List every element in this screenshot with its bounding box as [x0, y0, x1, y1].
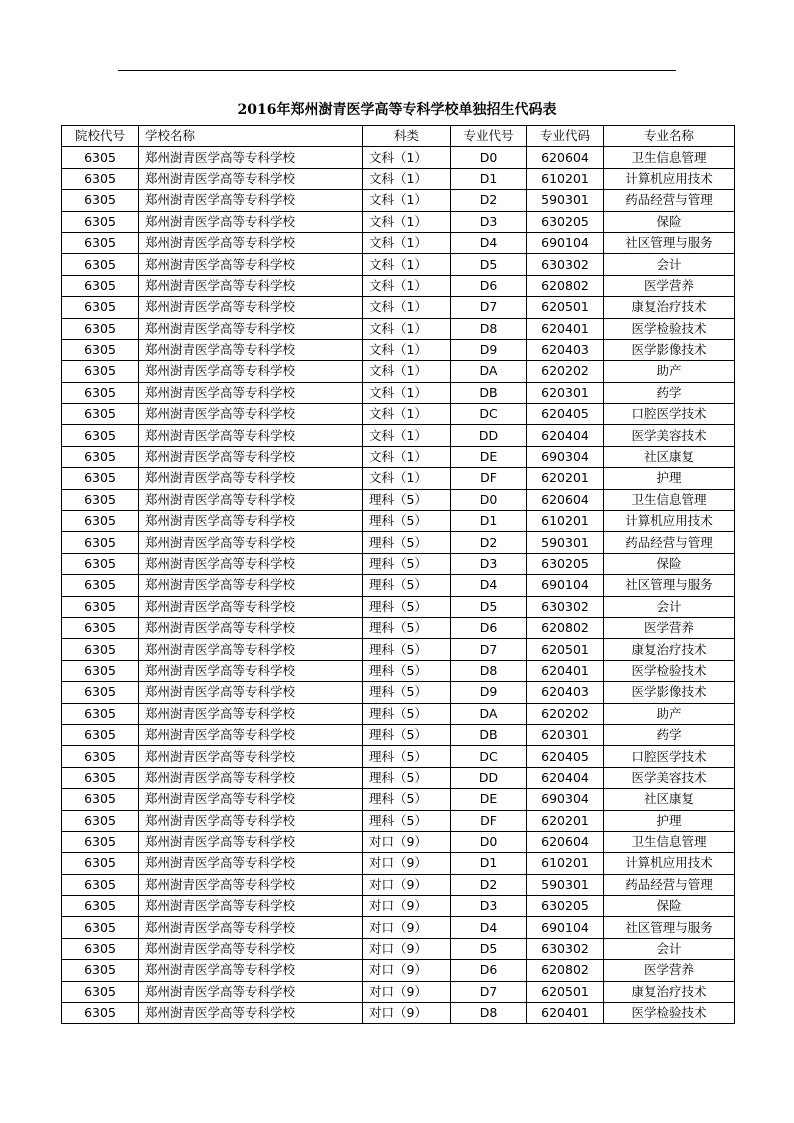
cell-school-code: 6305 — [62, 981, 139, 1002]
table-row — [62, 981, 735, 1002]
table-row — [62, 190, 735, 211]
cell-program-code: 620501 — [527, 297, 604, 318]
cell-school-name: 郑州澍青医学高等专科学校 — [139, 190, 363, 211]
cell-major-code: DA — [451, 703, 527, 724]
cell-school-name: 郑州澍青医学高等专科学校 — [139, 660, 363, 681]
cell-school-code: 6305 — [62, 617, 139, 638]
cell-program-code: 620202 — [527, 361, 604, 382]
cell-program-code: 590301 — [527, 190, 604, 211]
cell-school-name: 郑州澍青医学高等专科学校 — [139, 789, 363, 810]
cell-school-code: 6305 — [62, 404, 139, 425]
table-row — [62, 468, 735, 489]
cell-program-name: 口腔医学技术 — [604, 746, 735, 767]
table-row — [62, 960, 735, 981]
cell-program-name: 康复治疗技术 — [604, 297, 735, 318]
table-row — [62, 660, 735, 681]
cell-program-code: 690104 — [527, 232, 604, 253]
cell-program-name: 护理 — [604, 468, 735, 489]
cell-major-code: D5 — [451, 254, 527, 275]
cell-school-code: 6305 — [62, 254, 139, 275]
cell-program-name: 助产 — [604, 361, 735, 382]
table-row — [62, 639, 735, 660]
cell-school-code: 6305 — [62, 511, 139, 532]
cell-program-name: 康复治疗技术 — [604, 639, 735, 660]
cell-program-code: 630205 — [527, 211, 604, 232]
cell-category: 文科（1） — [363, 446, 451, 467]
cell-program-code: 630302 — [527, 254, 604, 275]
cell-school-code: 6305 — [62, 596, 139, 617]
cell-program-code: 620201 — [527, 810, 604, 831]
cell-major-code: DB — [451, 724, 527, 745]
cell-school-name: 郑州澍青医学高等专科学校 — [139, 168, 363, 189]
cell-category: 对口（9） — [363, 981, 451, 1002]
cell-program-name: 护理 — [604, 810, 735, 831]
cell-program-name: 康复治疗技术 — [604, 981, 735, 1002]
cell-category: 文科（1） — [363, 318, 451, 339]
cell-school-code: 6305 — [62, 190, 139, 211]
cell-category: 文科（1） — [363, 190, 451, 211]
cell-category: 对口（9） — [363, 917, 451, 938]
cell-school-name: 郑州澍青医学高等专科学校 — [139, 489, 363, 510]
cell-program-name: 药品经营与管理 — [604, 874, 735, 895]
cell-major-code: DF — [451, 468, 527, 489]
cell-major-code: DB — [451, 382, 527, 403]
cell-program-code: 620404 — [527, 425, 604, 446]
enrollment-code-table — [61, 125, 735, 1024]
cell-program-code: 620604 — [527, 489, 604, 510]
table-row — [62, 724, 735, 745]
cell-major-code: DF — [451, 810, 527, 831]
cell-school-code: 6305 — [62, 297, 139, 318]
cell-program-code: 620403 — [527, 682, 604, 703]
cell-category: 理科（5） — [363, 489, 451, 510]
cell-school-code: 6305 — [62, 682, 139, 703]
table-row — [62, 382, 735, 403]
cell-major-code: D6 — [451, 617, 527, 638]
page-title: 2016年郑州澍青医学高等专科学校单独招生代码表 — [237, 102, 557, 118]
cell-school-name: 郑州澍青医学高等专科学校 — [139, 682, 363, 703]
cell-school-code: 6305 — [62, 917, 139, 938]
cell-program-name: 卫生信息管理 — [604, 147, 735, 168]
cell-program-name: 社区管理与服务 — [604, 575, 735, 596]
cell-school-code: 6305 — [62, 553, 139, 574]
cell-program-name: 保险 — [604, 553, 735, 574]
cell-school-code: 6305 — [62, 425, 139, 446]
cell-school-name: 郑州澍青医学高等专科学校 — [139, 724, 363, 745]
cell-major-code: D7 — [451, 981, 527, 1002]
cell-school-name: 郑州澍青医学高等专科学校 — [139, 339, 363, 360]
cell-program-name: 医学检验技术 — [604, 1003, 735, 1024]
cell-program-code: 620201 — [527, 468, 604, 489]
table-row — [62, 275, 735, 296]
cell-category: 对口（9） — [363, 938, 451, 959]
cell-program-code: 610201 — [527, 511, 604, 532]
cell-major-code: D5 — [451, 938, 527, 959]
cell-category: 理科（5） — [363, 617, 451, 638]
cell-school-code: 6305 — [62, 361, 139, 382]
cell-school-name: 郑州澍青医学高等专科学校 — [139, 254, 363, 275]
cell-category: 文科（1） — [363, 168, 451, 189]
cell-program-code: 620202 — [527, 703, 604, 724]
table-row — [62, 746, 735, 767]
table-row — [62, 254, 735, 275]
column-header-category: 科类 — [363, 126, 451, 147]
table-row — [62, 789, 735, 810]
column-header-school-code: 院校代号 — [62, 126, 139, 147]
cell-category: 理科（5） — [363, 596, 451, 617]
table-row — [62, 938, 735, 959]
cell-category: 对口（9） — [363, 896, 451, 917]
cell-program-name: 社区管理与服务 — [604, 232, 735, 253]
cell-school-name: 郑州澍青医学高等专科学校 — [139, 275, 363, 296]
cell-category: 理科（5） — [363, 575, 451, 596]
cell-program-name: 药品经营与管理 — [604, 532, 735, 553]
cell-program-name: 会计 — [604, 938, 735, 959]
table-row — [62, 446, 735, 467]
cell-program-code: 620501 — [527, 639, 604, 660]
cell-category: 理科（5） — [363, 639, 451, 660]
cell-category: 文科（1） — [363, 297, 451, 318]
table-row — [62, 532, 735, 553]
cell-program-name: 药品经营与管理 — [604, 190, 735, 211]
cell-program-name: 计算机应用技术 — [604, 511, 735, 532]
cell-school-name: 郑州澍青医学高等专科学校 — [139, 767, 363, 788]
cell-category: 文科（1） — [363, 361, 451, 382]
cell-school-code: 6305 — [62, 639, 139, 660]
table-row — [62, 874, 735, 895]
cell-school-name: 郑州澍青医学高等专科学校 — [139, 404, 363, 425]
cell-program-name: 会计 — [604, 254, 735, 275]
cell-major-code: D4 — [451, 575, 527, 596]
table-row — [62, 917, 735, 938]
cell-program-name: 社区康复 — [604, 446, 735, 467]
cell-program-name: 医学美容技术 — [604, 425, 735, 446]
cell-school-code: 6305 — [62, 147, 139, 168]
cell-program-code: 690104 — [527, 917, 604, 938]
cell-school-name: 郑州澍青医学高等专科学校 — [139, 874, 363, 895]
cell-program-code: 620802 — [527, 617, 604, 638]
table-row — [62, 596, 735, 617]
cell-program-name: 医学营养 — [604, 617, 735, 638]
cell-program-code: 610201 — [527, 853, 604, 874]
cell-school-name: 郑州澍青医学高等专科学校 — [139, 617, 363, 638]
table-row — [62, 511, 735, 532]
cell-major-code: DA — [451, 361, 527, 382]
cell-program-name: 保险 — [604, 211, 735, 232]
cell-major-code: D3 — [451, 553, 527, 574]
cell-school-code: 6305 — [62, 318, 139, 339]
cell-category: 理科（5） — [363, 660, 451, 681]
cell-school-name: 郑州澍青医学高等专科学校 — [139, 1003, 363, 1024]
cell-program-code: 630205 — [527, 553, 604, 574]
cell-major-code: D9 — [451, 339, 527, 360]
cell-program-code: 620405 — [527, 404, 604, 425]
table-row — [62, 318, 735, 339]
cell-category: 理科（5） — [363, 724, 451, 745]
cell-category: 对口（9） — [363, 874, 451, 895]
cell-school-code: 6305 — [62, 810, 139, 831]
table-row — [62, 339, 735, 360]
cell-school-code: 6305 — [62, 339, 139, 360]
cell-major-code: D9 — [451, 682, 527, 703]
table-row — [62, 425, 735, 446]
cell-school-name: 郑州澍青医学高等专科学校 — [139, 853, 363, 874]
table-row — [62, 553, 735, 574]
table-row — [62, 297, 735, 318]
cell-program-name: 社区管理与服务 — [604, 917, 735, 938]
cell-major-code: D6 — [451, 960, 527, 981]
cell-school-name: 郑州澍青医学高等专科学校 — [139, 960, 363, 981]
cell-school-code: 6305 — [62, 232, 139, 253]
column-header-major-code: 专业代号 — [451, 126, 527, 147]
cell-category: 文科（1） — [363, 468, 451, 489]
cell-program-code: 590301 — [527, 874, 604, 895]
cell-program-code: 620401 — [527, 660, 604, 681]
cell-school-name: 郑州澍青医学高等专科学校 — [139, 382, 363, 403]
cell-school-name: 郑州澍青医学高等专科学校 — [139, 575, 363, 596]
cell-school-code: 6305 — [62, 724, 139, 745]
cell-school-name: 郑州澍青医学高等专科学校 — [139, 361, 363, 382]
cell-program-code: 690104 — [527, 575, 604, 596]
cell-major-code: DE — [451, 446, 527, 467]
cell-school-name: 郑州澍青医学高等专科学校 — [139, 703, 363, 724]
cell-program-code: 690304 — [527, 446, 604, 467]
cell-school-name: 郑州澍青医学高等专科学校 — [139, 831, 363, 852]
cell-school-code: 6305 — [62, 789, 139, 810]
cell-school-code: 6305 — [62, 767, 139, 788]
cell-school-name: 郑州澍青医学高等专科学校 — [139, 425, 363, 446]
cell-major-code: D5 — [451, 596, 527, 617]
cell-school-code: 6305 — [62, 938, 139, 959]
cell-school-code: 6305 — [62, 211, 139, 232]
cell-category: 理科（5） — [363, 810, 451, 831]
cell-school-code: 6305 — [62, 960, 139, 981]
cell-category: 对口（9） — [363, 831, 451, 852]
cell-program-name: 医学美容技术 — [604, 767, 735, 788]
cell-major-code: D0 — [451, 831, 527, 852]
cell-program-name: 医学营养 — [604, 275, 735, 296]
cell-major-code: D7 — [451, 297, 527, 318]
cell-major-code: D4 — [451, 917, 527, 938]
table-body — [62, 147, 735, 1024]
cell-school-name: 郑州澍青医学高等专科学校 — [139, 810, 363, 831]
table-header-row — [62, 126, 735, 147]
cell-school-name: 郑州澍青医学高等专科学校 — [139, 553, 363, 574]
cell-major-code: D2 — [451, 874, 527, 895]
cell-school-code: 6305 — [62, 660, 139, 681]
cell-school-name: 郑州澍青医学高等专科学校 — [139, 211, 363, 232]
cell-program-code: 620401 — [527, 318, 604, 339]
cell-category: 文科（1） — [363, 232, 451, 253]
cell-school-code: 6305 — [62, 874, 139, 895]
cell-program-code: 620604 — [527, 147, 604, 168]
cell-major-code: D6 — [451, 275, 527, 296]
table-row — [62, 361, 735, 382]
cell-program-code: 620802 — [527, 960, 604, 981]
cell-school-name: 郑州澍青医学高等专科学校 — [139, 468, 363, 489]
cell-school-name: 郑州澍青医学高等专科学校 — [139, 232, 363, 253]
cell-major-code: DD — [451, 767, 527, 788]
table-row — [62, 232, 735, 253]
table-row — [62, 853, 735, 874]
cell-school-code: 6305 — [62, 896, 139, 917]
cell-major-code: DC — [451, 404, 527, 425]
cell-program-name: 会计 — [604, 596, 735, 617]
cell-major-code: DE — [451, 789, 527, 810]
table-row — [62, 211, 735, 232]
cell-major-code: D3 — [451, 896, 527, 917]
table-row — [62, 682, 735, 703]
table-row — [62, 168, 735, 189]
column-header-school-name: 学校名称 — [139, 126, 363, 147]
cell-category: 理科（5） — [363, 746, 451, 767]
cell-program-name: 药学 — [604, 382, 735, 403]
cell-program-code: 620405 — [527, 746, 604, 767]
table-row — [62, 1003, 735, 1024]
cell-major-code: D1 — [451, 168, 527, 189]
cell-category: 理科（5） — [363, 682, 451, 703]
cell-school-code: 6305 — [62, 831, 139, 852]
cell-school-code: 6305 — [62, 446, 139, 467]
cell-school-code: 6305 — [62, 382, 139, 403]
cell-program-name: 助产 — [604, 703, 735, 724]
cell-program-name: 卫生信息管理 — [604, 831, 735, 852]
cell-program-code: 630205 — [527, 896, 604, 917]
cell-program-name: 口腔医学技术 — [604, 404, 735, 425]
cell-category: 理科（5） — [363, 511, 451, 532]
cell-school-name: 郑州澍青医学高等专科学校 — [139, 318, 363, 339]
cell-major-code: D8 — [451, 660, 527, 681]
table-row — [62, 703, 735, 724]
cell-school-name: 郑州澍青医学高等专科学校 — [139, 917, 363, 938]
cell-school-code: 6305 — [62, 575, 139, 596]
cell-school-name: 郑州澍青医学高等专科学校 — [139, 938, 363, 959]
cell-program-code: 610201 — [527, 168, 604, 189]
cell-major-code: D4 — [451, 232, 527, 253]
cell-category: 理科（5） — [363, 789, 451, 810]
cell-category: 对口（9） — [363, 1003, 451, 1024]
cell-category: 文科（1） — [363, 382, 451, 403]
cell-school-name: 郑州澍青医学高等专科学校 — [139, 639, 363, 660]
cell-category: 文科（1） — [363, 211, 451, 232]
cell-major-code: D8 — [451, 1003, 527, 1024]
cell-program-code: 630302 — [527, 938, 604, 959]
cell-major-code: DC — [451, 746, 527, 767]
cell-program-name: 药学 — [604, 724, 735, 745]
cell-program-name: 保险 — [604, 896, 735, 917]
cell-category: 文科（1） — [363, 147, 451, 168]
column-header-program-code: 专业代码 — [527, 126, 604, 147]
table-row — [62, 617, 735, 638]
cell-category: 文科（1） — [363, 254, 451, 275]
table-row — [62, 575, 735, 596]
cell-program-code: 620301 — [527, 724, 604, 745]
cell-program-name: 计算机应用技术 — [604, 853, 735, 874]
cell-school-name: 郑州澍青医学高等专科学校 — [139, 532, 363, 553]
table-row — [62, 489, 735, 510]
cell-school-code: 6305 — [62, 532, 139, 553]
cell-category: 文科（1） — [363, 275, 451, 296]
table-row — [62, 404, 735, 425]
cell-major-code: D0 — [451, 147, 527, 168]
cell-school-name: 郑州澍青医学高等专科学校 — [139, 147, 363, 168]
cell-major-code: D0 — [451, 489, 527, 510]
cell-program-code: 620401 — [527, 1003, 604, 1024]
cell-school-code: 6305 — [62, 703, 139, 724]
cell-program-code: 590301 — [527, 532, 604, 553]
cell-major-code: D2 — [451, 532, 527, 553]
table-row — [62, 896, 735, 917]
cell-program-code: 620403 — [527, 339, 604, 360]
cell-program-code: 690304 — [527, 789, 604, 810]
cell-program-code: 620604 — [527, 831, 604, 852]
column-header-program-name: 专业名称 — [604, 126, 735, 147]
table-row — [62, 810, 735, 831]
cell-school-name: 郑州澍青医学高等专科学校 — [139, 896, 363, 917]
cell-school-code: 6305 — [62, 853, 139, 874]
cell-major-code: D8 — [451, 318, 527, 339]
cell-category: 理科（5） — [363, 553, 451, 574]
cell-category: 文科（1） — [363, 425, 451, 446]
cell-school-name: 郑州澍青医学高等专科学校 — [139, 746, 363, 767]
cell-category: 对口（9） — [363, 853, 451, 874]
cell-program-name: 社区康复 — [604, 789, 735, 810]
cell-program-code: 620404 — [527, 767, 604, 788]
cell-category: 对口（9） — [363, 960, 451, 981]
cell-category: 理科（5） — [363, 703, 451, 724]
table-row — [62, 831, 735, 852]
cell-school-name: 郑州澍青医学高等专科学校 — [139, 297, 363, 318]
cell-school-code: 6305 — [62, 468, 139, 489]
cell-category: 文科（1） — [363, 339, 451, 360]
cell-program-code: 630302 — [527, 596, 604, 617]
table-row — [62, 147, 735, 168]
cell-school-name: 郑州澍青医学高等专科学校 — [139, 596, 363, 617]
cell-program-code: 620501 — [527, 981, 604, 1002]
cell-program-code: 620301 — [527, 382, 604, 403]
cell-category: 理科（5） — [363, 767, 451, 788]
cell-program-name: 医学检验技术 — [604, 318, 735, 339]
cell-program-code: 620802 — [527, 275, 604, 296]
cell-school-code: 6305 — [62, 746, 139, 767]
cell-program-name: 医学影像技术 — [604, 339, 735, 360]
cell-school-code: 6305 — [62, 275, 139, 296]
cell-category: 文科（1） — [363, 404, 451, 425]
cell-major-code: D1 — [451, 853, 527, 874]
cell-school-code: 6305 — [62, 1003, 139, 1024]
cell-major-code: D2 — [451, 190, 527, 211]
cell-major-code: D3 — [451, 211, 527, 232]
cell-program-name: 医学检验技术 — [604, 660, 735, 681]
cell-school-name: 郑州澍青医学高等专科学校 — [139, 446, 363, 467]
cell-major-code: D1 — [451, 511, 527, 532]
cell-program-name: 医学影像技术 — [604, 682, 735, 703]
cell-program-name: 卫生信息管理 — [604, 489, 735, 510]
cell-category: 理科（5） — [363, 532, 451, 553]
cell-school-code: 6305 — [62, 168, 139, 189]
cell-major-code: D7 — [451, 639, 527, 660]
cell-school-code: 6305 — [62, 489, 139, 510]
cell-school-name: 郑州澍青医学高等专科学校 — [139, 511, 363, 532]
table-row — [62, 767, 735, 788]
cell-school-name: 郑州澍青医学高等专科学校 — [139, 981, 363, 1002]
cell-program-name: 医学营养 — [604, 960, 735, 981]
cell-program-name: 计算机应用技术 — [604, 168, 735, 189]
header-rule — [118, 70, 676, 71]
cell-major-code: DD — [451, 425, 527, 446]
